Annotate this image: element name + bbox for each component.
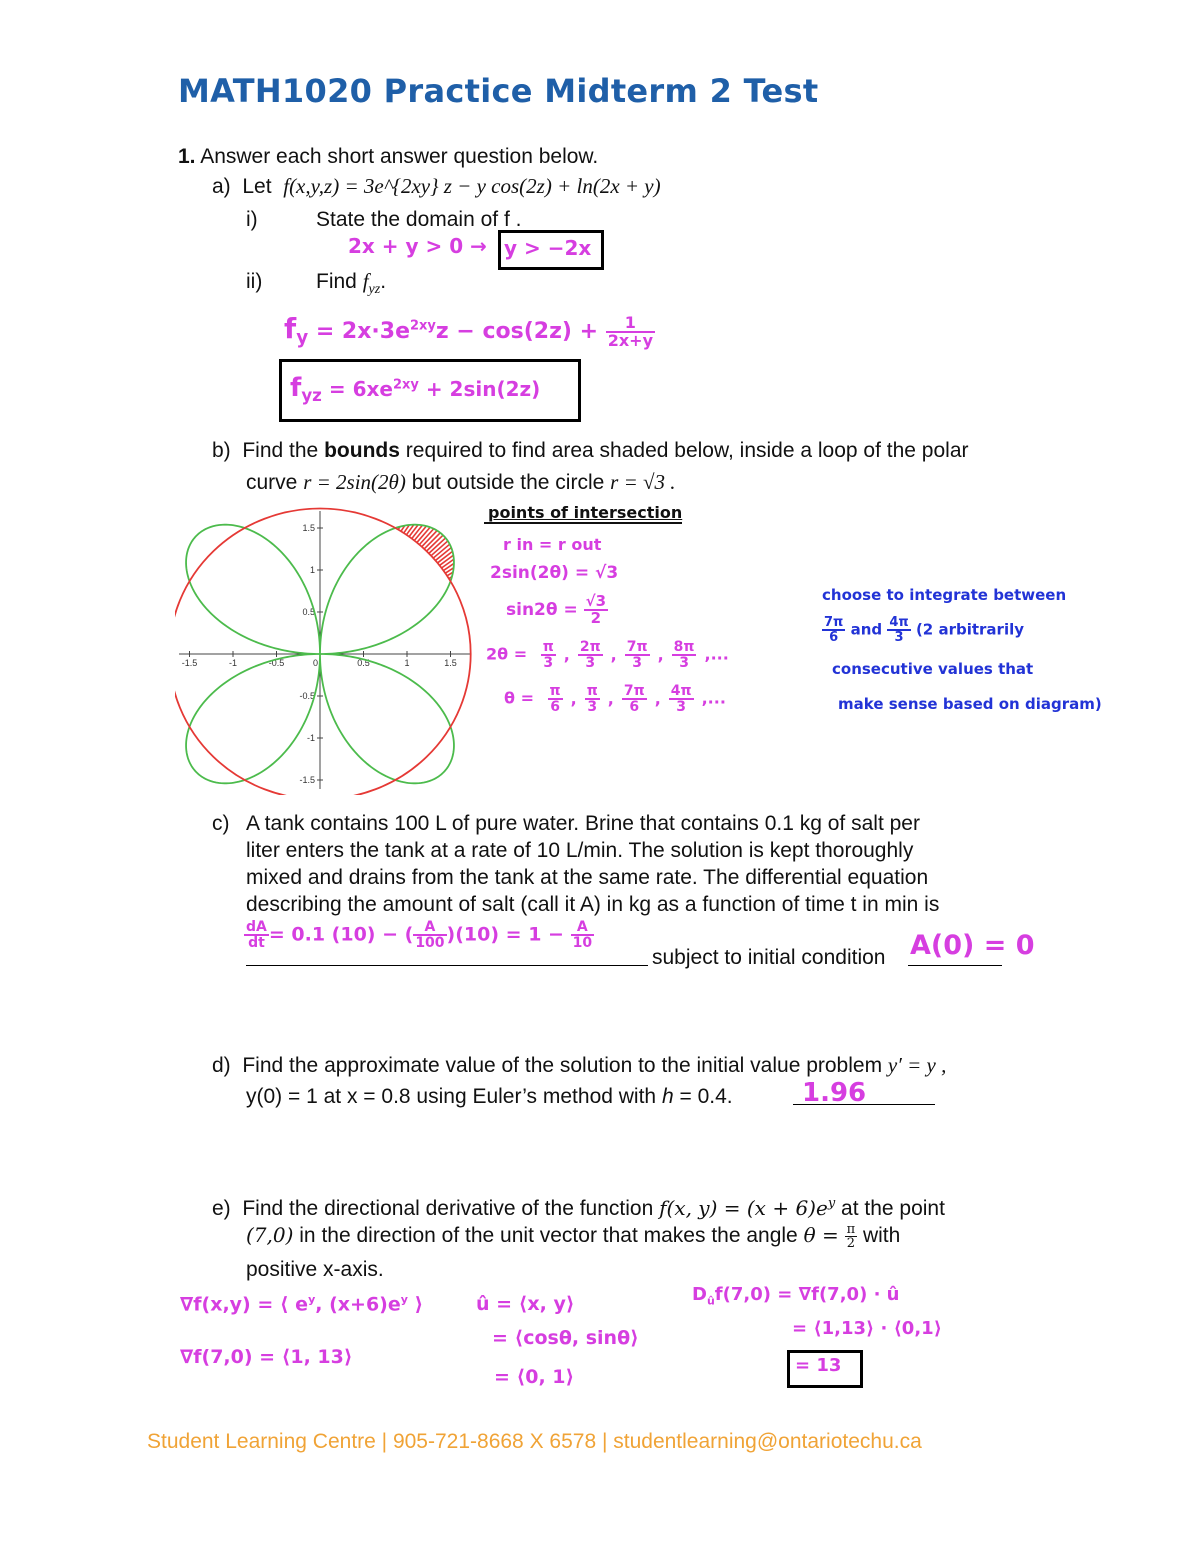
fyz-subscript: yz [301,386,322,405]
frac-10: 10 [572,935,593,951]
theta-fraction-1 [585,684,600,714]
directional-sub: û [706,1294,715,1308]
directional-function: f(x, y) = (x + 6)e [659,1196,828,1220]
blue-frac2-den: 3 [894,630,904,645]
two-theta-comma: , [610,644,617,664]
theta-values [504,684,726,714]
part-e-line-2 [246,1222,900,1250]
find-subscript: yz [368,282,381,298]
sin-fraction [584,594,608,626]
gradient-general [180,1293,423,1315]
euler-answer: 1.96 [802,1078,867,1108]
theta-fraction-2 [622,684,647,714]
part-c-line-4: describing the amount of salt (call it A) in kg as a function of time t in min is [246,893,940,916]
question-number: 1. [178,145,196,168]
part-e-line-3: positive x-axis. [246,1258,384,1281]
polar-curve-equation: r = 2sin(2θ) [303,470,406,494]
unit-vector-1: û = ⟨x, y⟩ [476,1293,575,1315]
two-theta-den-2: 3 [632,655,643,671]
de-middle-2: )(10) = 1 − [446,923,564,946]
gradient-end: ⟩ [407,1293,424,1316]
two-theta-num-1: 2π [579,639,601,655]
domain-work: 2x + y > 0 → [348,234,487,258]
x-tick-label: -0.5 [268,658,285,668]
blue-frac1-num: 7π [824,615,844,630]
dA-dt-fraction [244,920,269,950]
shade-stroke [409,525,418,537]
A-over-10 [571,920,594,950]
two-theta-num-0: π [542,639,554,655]
angle-fraction [845,1223,858,1250]
fy-subscript: y [296,327,309,349]
fyz-expression: = 6xe [328,377,393,401]
initial-condition-line [908,965,1002,966]
frac-A: A [413,920,446,936]
two-theta-fraction-1 [578,640,603,670]
point-value: (7,0) [246,1223,294,1247]
gradient-start: ∇f(x,y) = ⟨ e [180,1293,309,1316]
y-tick-label: -0.5 [299,691,315,701]
intersection-note-2: 2sin(2θ) = √3 [490,563,619,583]
intersection-underline [484,522,682,524]
part-d-line-2 [246,1083,733,1110]
step-h: h [661,1085,674,1108]
theta-den-1: 3 [587,699,598,715]
function-definition: f(x,y,z) = 3e^{2xy} z − y cos(2z) + ln(2x + y) [283,174,661,198]
blue-fraction-1 [822,616,845,644]
gradient-exp-2: y [400,1293,408,1306]
two-theta-den-0: 3 [543,655,554,671]
dA: dA [246,919,267,935]
frac-A2: A [571,920,594,936]
blue-fraction-2 [887,616,910,644]
gradient-exp-1: y [308,1293,316,1306]
part-b-text-pre: Find the [242,439,319,462]
directional-derivative-line-2: = ⟨1,13⟩ · ⟨0,1⟩ [792,1318,942,1339]
theta-num-0: π [549,683,561,699]
fy-numerator: 1 [606,315,655,333]
subject-text: subject to initial condition [652,946,886,969]
theta-comma: , [654,688,661,708]
part-d-line-1 [212,1052,946,1079]
step-value: = 0.4. [679,1085,733,1108]
theta-fraction-3 [669,684,694,714]
part-c-label: c) [212,812,230,835]
x-tick-label: 1.5 [444,658,457,668]
unit-vector-2: = ⟨cosθ, sinθ⟩ [492,1327,639,1349]
x-tick-label: 0 [312,658,318,668]
part-a-ii-label: ii) [246,270,263,293]
y-tick-label: -1.5 [299,775,315,785]
two-theta-fraction-3 [672,640,697,670]
fy-fraction [606,315,655,349]
polar-plot [175,505,475,795]
domain-answer: y > −2x [504,236,592,260]
part-b-bold-word: bounds [324,439,400,462]
sin-numerator: √3 [585,592,607,610]
initial-condition-answer: A(0) = 0 [910,930,1035,961]
sin-lhs: sin2θ = [506,600,578,620]
fyz-symbol: f [290,373,302,403]
circle-curve [175,509,471,795]
sin-denominator: 2 [590,609,602,627]
intersection-note-1: r in = r out [503,535,602,554]
two-theta-fraction-0 [541,640,556,670]
theta-num-2: 7π [623,683,645,699]
theta-den-2: 6 [629,699,640,715]
de-answer-line [246,965,648,966]
two-theta-ellipsis: ,... [704,644,729,664]
part-c-line-1: A tank contains 100 L of pure water. Brine that contains 0.1 kg of salt per [246,812,920,835]
gradient-at-point: ∇f(7,0) = ⟨1, 13⟩ [180,1346,353,1368]
two-theta-comma: , [563,644,570,664]
theta-ellipsis: ,... [701,688,726,708]
x-tick-label: 1 [404,658,410,668]
theta-den-3: 3 [676,699,687,715]
part-d-text: Find the approximate value of the solution to the initial value problem [242,1054,883,1077]
two-theta-lhs: 2θ = [486,644,528,664]
let-text: Let [242,175,272,198]
blue-note-line-2 [822,616,1024,644]
differential-equation-answer [244,920,594,950]
y-tick-label: 0.5 [302,607,315,617]
fy-exponent: 2xy [410,318,436,334]
part-a-statement [212,173,661,200]
ode-equation: y′ = y , [887,1053,947,1077]
fyz-rest: + 2sin(2z) [425,377,541,401]
part-b-label: b) [212,439,231,462]
final-answer: = 13 [795,1355,842,1376]
with-text: with [862,1224,901,1247]
blue-frac2-num: 4π [889,615,909,630]
sin-equation [506,594,608,626]
part-a-label: a) [212,175,231,198]
two-theta-num-3: 8π [673,639,695,655]
theta-comma: , [607,688,614,708]
unit-vector-3: = ⟨0, 1⟩ [494,1366,575,1388]
footer-contact: Student Learning Centre | 905-721-8668 X 6578 | studentlearning@ontariotechu.ca [147,1430,922,1453]
frac-100: 100 [415,935,445,951]
euler-text: y(0) = 1 at x = 0.8 using Euler’s method with [246,1085,657,1108]
function-exponent: y [827,1196,836,1211]
part-e-text: Find the directional derivative of the function [242,1197,654,1220]
theta-num-1: π [586,683,598,699]
blue-note-line-1: choose to integrate between [822,586,1067,604]
blue-frac1-den: 6 [829,630,839,645]
part-d-label: d) [212,1054,231,1077]
two-theta-fraction-2 [625,640,650,670]
blue-arbitrary: (2 arbitrarily [915,620,1024,639]
dt: dt [248,935,265,951]
theta-equals: θ = [803,1223,839,1247]
part-e-label: e) [212,1197,231,1220]
de-middle: = 0.1 (10) − ( [268,923,414,946]
two-theta-den-1: 3 [585,655,596,671]
y-tick-label: 1.5 [302,523,315,533]
blue-note-line-3: consecutive values that [832,660,1034,678]
two-theta-values [486,640,729,670]
x-tick-label: -1 [228,658,238,668]
plot-series [175,509,471,795]
part-b-line-2 [246,469,676,496]
theta-list [540,683,702,715]
x-tick-label: -1.5 [181,658,198,668]
page-title: MATH1020 Practice Midterm 2 Test [178,72,819,110]
question-1-intro [178,143,598,170]
directional-D: D [692,1284,707,1305]
two-theta-comma: , [657,644,664,664]
theta-comma: , [570,688,577,708]
fy-expression: = 2x·3e [315,319,410,344]
two-theta-den-3: 3 [679,655,689,671]
gradient-mid: , (x+6)e [315,1293,401,1316]
circle-text: but outside the circle [411,471,605,494]
intersection-heading: points of intersection [488,503,683,522]
circle-equation: r = √3 . [610,470,676,494]
find-function: f [362,269,369,293]
curve-text: curve [246,471,298,494]
part-e-line-1 [212,1190,945,1222]
x-tick-label: 0.5 [357,658,370,668]
part-b-text-post: required to find area shaded below, inside a loop of the polar [405,439,969,462]
theta-den-0: 6 [550,699,560,715]
fy-derivative [284,312,655,349]
blue-and: and [850,620,883,639]
question-intro-text: Answer each short answer question below. [200,145,599,168]
fy-rest: z − cos(2z) + [435,319,599,344]
fy-denominator: 2x+y [607,331,653,350]
angle-denominator: 2 [846,1235,855,1251]
part-a-i-label: i) [246,208,258,231]
fyz-answer [290,373,540,405]
y-tick-label: -1 [306,733,315,743]
direction-text: in the direction of the unit vector that makes the angle [299,1224,798,1247]
angle-numerator: π [846,1221,856,1237]
directional-rest: f(7,0) = ∇f(7,0) · û [714,1284,900,1305]
at-point-text: at the point [841,1197,945,1220]
part-b-line-1 [212,437,969,464]
part-c-line-2: liter enters the tank at a rate of 10 L/min. The solution is kept thoroughly [246,839,914,862]
theta-fraction-0 [548,684,563,714]
directional-derivative-line-1 [692,1284,899,1308]
theta-lhs: θ = [504,688,534,708]
A-over-100 [413,920,446,950]
two-theta-num-2: 7π [626,639,648,655]
part-c-line-3: mixed and drains from the tank at the same rate. The differential equation [246,866,929,889]
fy-symbol: f [284,312,297,345]
fyz-exponent: 2xy [392,377,419,393]
part-a-ii-text: Find $f_{yz}$. [316,269,387,298]
find-text: Find [316,270,357,293]
shade-stroke [442,559,454,568]
y-tick-label: 1 [309,565,315,575]
two-theta-list [533,639,705,671]
part-a-i-text: State the domain of f . [316,208,522,231]
theta-num-3: 4π [670,683,692,699]
blue-note-line-4: make sense based on diagram) [838,695,1102,713]
